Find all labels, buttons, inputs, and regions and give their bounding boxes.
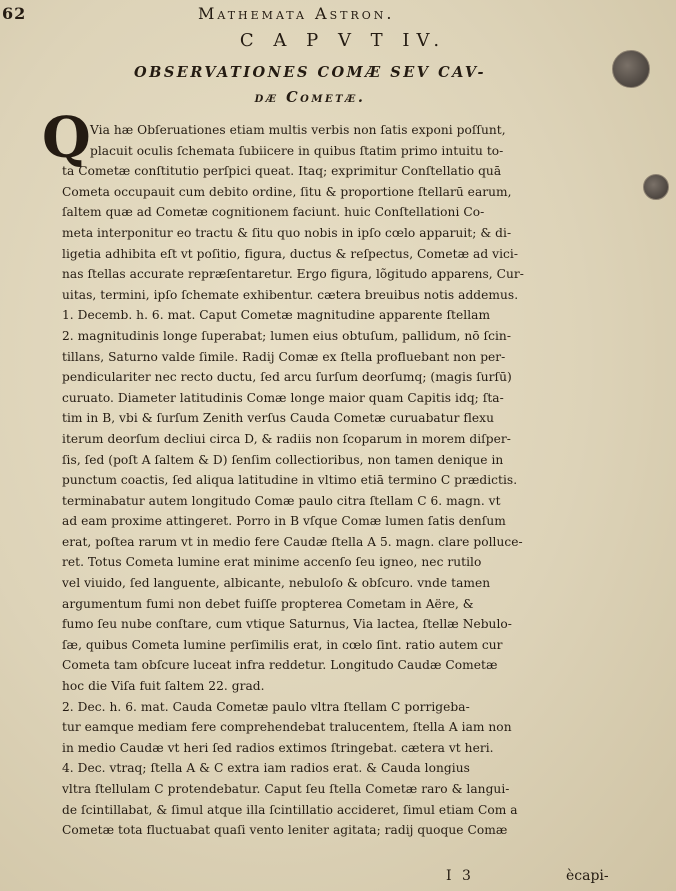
text-line: nas ſtellas accurate repræſentaretur. Ergo figura, lõgitudo apparens, Cur- (62, 267, 524, 282)
text-line: ad eam proxime attingeret. Porro in B vſque Comæ lumen ſatis denſum (62, 514, 506, 529)
paper-hole (612, 50, 650, 88)
text-line: 2. magnitudinis longe ſuperabat; lumen eius obtuſum, pallidum, nō ſcin- (62, 328, 511, 343)
text-line: Cometæ tota fluctuabat quaſi vento leniter agitata; radij quoque Comæ (62, 823, 508, 838)
section-heading-line: OBSERVATIONES COMÆ SEV CAV- (133, 64, 487, 81)
text-line: 4. Dec. vtraq; ſtella A & C extra iam radios erat. & Cauda longius (62, 761, 470, 776)
text-line: ſis, ſed (poſt A ſaltem & D) ſenſim collectioribus, non tamen denique in (62, 452, 504, 467)
text-line: ta Cometæ conſtitutio perſpici queat. Itaq; exprimitur Conſtellatio quā (62, 164, 502, 179)
text-line: erat, poſtea rarum vt in medio fere Caudæ ſtella A 5. magn. clare polluce- (62, 534, 523, 549)
text-line: terminabatur autem longitudo Comæ paulo citra ſtellam C 6. magn. vt (62, 493, 501, 508)
text-line: vltra ſtellulam C protendebatur. Caput ſeu ſtella Cometæ raro & langui- (62, 782, 510, 796)
text-line: hoc die Viſa fuit ſaltem 22. grad. (62, 679, 265, 694)
page-number: 62 (2, 4, 27, 23)
section-heading-line: dæ Cometæ. (254, 89, 366, 106)
drop-cap: Q (42, 105, 91, 171)
text-line: vel viuido, ſed languente, albicante, nebuloſo & obſcuro. vnde tamen (62, 576, 491, 591)
text-line: curuato. Diameter latitudinis Comæ longe maior quam Capitis idq; ſta- (62, 390, 504, 405)
section-heading (60, 60, 560, 110)
text-line: ret. Totus Cometa lumine erat minime accenſo ſeu igneo, nec rutilo (62, 555, 482, 570)
text-line: Via hæ Obſeruationes etiam multis verbis non ſatis exponi poſſunt, (90, 123, 506, 137)
text-line: de ſcintillabat, & ſimul atque illa ſcintillatio accideret, ſimul etiam Com a (62, 802, 518, 817)
text-line: punctum coactis, ſed aliqua latitudine in vltimo etiā termino C prædictis. (62, 473, 518, 488)
text-line: tur eamque mediam fere comprehendebat tralucentem, ſtella A iam non (62, 720, 512, 735)
text-line: tim in B, vbi & ſurſum Zenith verſus Cauda Cometæ curuabatur flexu (62, 411, 494, 426)
text-line: Cometa tam obſcure luceat infra reddetur. Longitudo Caudæ Cometæ (62, 658, 498, 673)
body-text (42, 105, 610, 841)
text-line: argumentum fumi non debet fuiſſe propterea Cometam in Aëre, & (62, 596, 474, 611)
running-title: Mathemata Astron. (198, 4, 395, 23)
text-line: iterum deorſum decliui circa D, & radiis non ſcoparum in morem diſper- (62, 431, 511, 446)
paper-hole (643, 174, 669, 200)
text-line: 2. Dec. h. 6. mat. Cauda Cometæ paulo vltra ſtellam C porrigeba- (62, 699, 470, 714)
text-line: placuit oculis ſchemata ſubiicere in quibus ſtatim primo intuitu to- (90, 143, 504, 158)
text-line: tillans, Saturno valde ſimile. Radij Comæ ex ſtella profluebant non per- (62, 349, 506, 364)
page-footer (0, 868, 676, 888)
text-line: ligetia adhibita eſt vt poſitio, figura, ductus & reſpectus, Cometæ ad vici- (62, 246, 519, 261)
text-line: in medio Caudæ vt heri ſed radios extimos ſtringebat. cætera vt heri. (62, 740, 494, 755)
text-line: ſaltem quæ ad Cometæ cognitionem faciunt. huic Conſtellationi Co- (62, 205, 485, 220)
catchword: ècapi- (566, 868, 609, 884)
text-line: uitas, termini, ipſo ſchemate exhibentur. cætera breuibus notis addemus. (62, 287, 519, 302)
page-header (0, 4, 676, 26)
text-line: meta interponitur eo tractu & ſitu quo nobis in ipſo cœlo apparuit; & di- (62, 225, 512, 240)
signature-mark: I 3 (446, 868, 474, 884)
text-line: pendiculariter nec recto ductu, ſed arcu ſurſum deorſumq; (magis ſurſū) (62, 370, 512, 385)
chapter-title: C A P V T IV. (239, 30, 447, 51)
text-line: Cometa occupauit cum debito ordine, ſitu & proportione ſtellarū earum, (62, 184, 512, 199)
text-lines (62, 120, 610, 841)
text-line: 1. Decemb. h. 6. mat. Caput Cometæ magnitudine apparente ſtellam (62, 308, 491, 323)
text-line: ſæ, quibus Cometa lumine perſimilis erat, in cœlo ſint. ratio autem cur (62, 637, 503, 652)
text-line: fumo ſeu nube conſtare, cum vtique Saturnus, Via lactea, ſtellæ Nebulo- (62, 617, 512, 632)
